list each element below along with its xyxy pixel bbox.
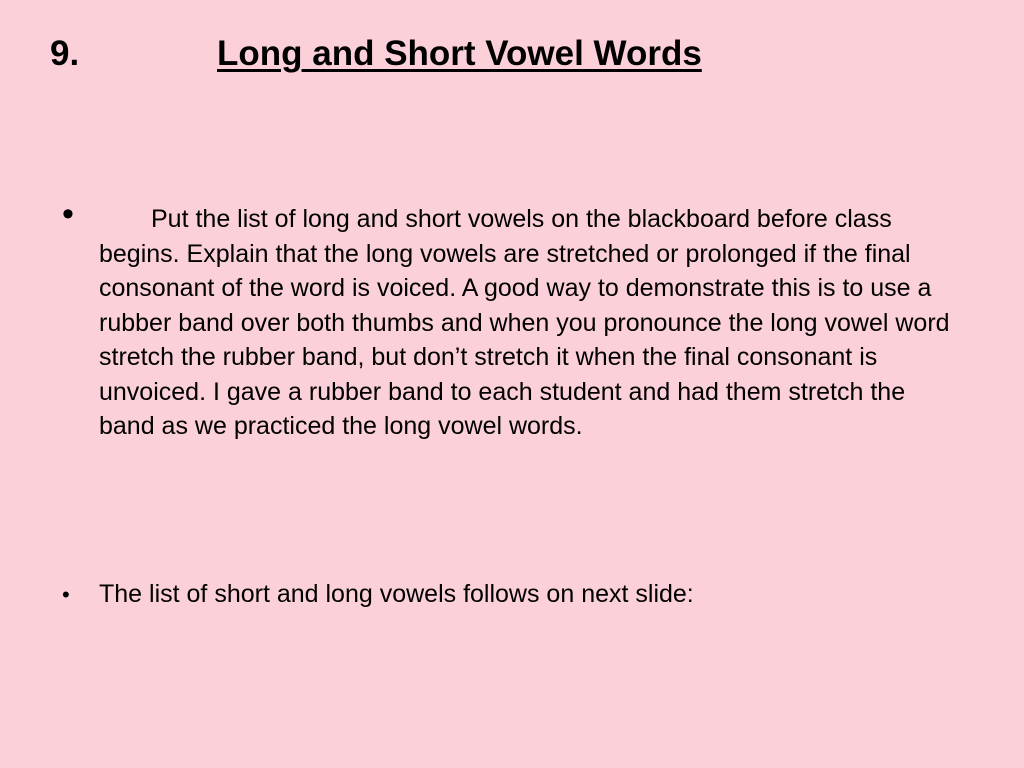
slide-title: Long and Short Vowel Words xyxy=(217,34,702,73)
bullet-text-1: Put the list of long and short vowels on the blackboard before class begins. Explain that the long vowels are stretched or prolonged if the final consonant of the word is voiced. A good way to demonstrate this is to use a rubber band over both thumbs and when you pronounce the long vowel word stretch the rubber band, but don’t stretch it when the final consonant is unvoiced. I gave a rubber band to each student and had them stretch the band as we practiced the long vowel words. xyxy=(99,205,950,440)
slide-number: 9. xyxy=(50,34,80,73)
bullet-marker-2: • xyxy=(62,582,70,607)
bullet-text-2: The list of short and long vowels follows on next slide: xyxy=(99,580,694,608)
bullet-marker-1: • xyxy=(62,195,74,233)
